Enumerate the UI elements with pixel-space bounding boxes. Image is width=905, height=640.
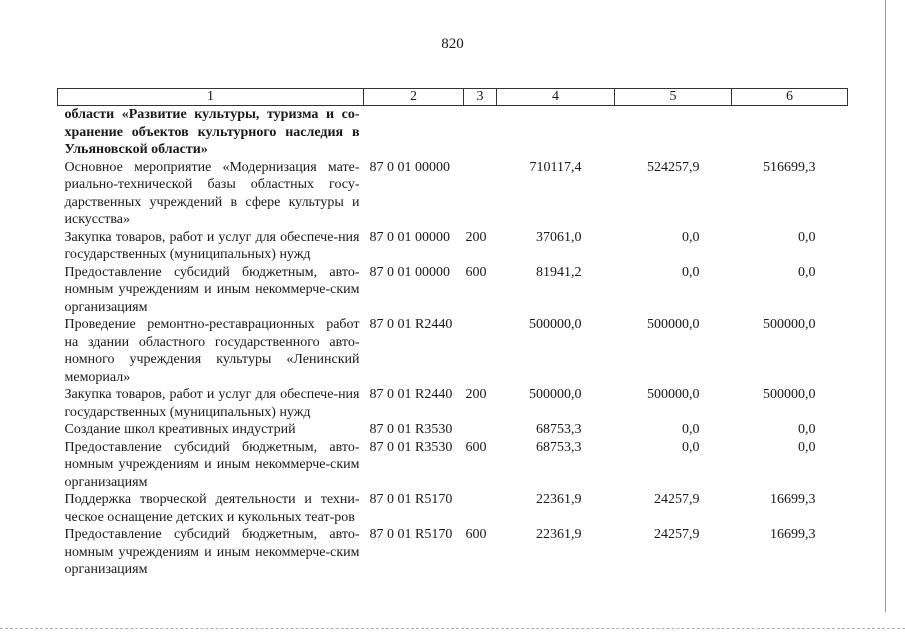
table-row: [58, 106, 848, 159]
row-amount-1: 710117,4: [529, 159, 582, 175]
row-vr-code: [464, 491, 497, 526]
row-amount-1: 500000,0: [529, 387, 582, 402]
row-csr-code: 87 0 01 R5170: [369, 492, 453, 507]
row-amount-3: 500000,0: [763, 387, 816, 402]
row-vr-code: 200: [465, 387, 487, 402]
row-amount-1: 68753,3: [536, 439, 582, 455]
header-col-1: 1: [58, 89, 364, 106]
row-amount-3: 0,0: [798, 439, 816, 455]
row-vr-code: 600: [465, 527, 487, 542]
row-name: Предоставление субсидий бюджетным, авто-номным учреждениям и иным некоммерче-ским организациям: [64, 527, 360, 577]
row-amount-1: 22361,9: [536, 492, 582, 507]
table-row: [58, 159, 848, 229]
row-vr-code: 600: [465, 439, 487, 455]
row-csr-code: 87 0 01 00000: [369, 159, 450, 175]
table-row: [58, 439, 848, 492]
header-col-2: 2: [364, 89, 464, 106]
row-vr-code: 200: [465, 229, 487, 245]
row-csr-code: 87 0 01 R2440: [369, 317, 453, 332]
row-amount-1: 81941,2: [536, 264, 582, 280]
page-edge-line: [885, 0, 886, 612]
row-amount-1: [497, 106, 615, 159]
row-amount-3: 16699,3: [770, 492, 816, 507]
row-amount-3: 16699,3: [770, 527, 816, 542]
row-amount-1: 37061,0: [536, 229, 582, 245]
row-amount-3: [732, 106, 848, 159]
budget-table: [57, 88, 848, 579]
table-header: [58, 89, 848, 106]
row-csr-code: 87 0 01 00000: [369, 229, 450, 245]
row-amount-2: 0,0: [682, 422, 700, 437]
row-name: Основное мероприятие «Модернизация мате-риально-технической базы областных госу-дарственных учреждений в сфере культуры и искусства»: [64, 159, 360, 227]
row-amount-1: 68753,3: [536, 422, 582, 437]
row-amount-3: 500000,0: [763, 317, 816, 332]
row-csr-code: 87 0 01 R5170: [369, 527, 453, 542]
row-name: Поддержка творческой деятельности и техни-ческое оснащение детских и кукольных теат-ров: [64, 492, 360, 525]
row-csr-code: 87 0 01 R3530: [369, 439, 453, 455]
row-amount-2: 524257,9: [647, 159, 700, 175]
row-amount-1: 22361,9: [536, 527, 582, 542]
row-amount-2: 24257,9: [654, 492, 700, 507]
page-bottom-line: [0, 628, 905, 630]
row-name: Проведение ремонтно-реставрационных работ на здании областного государственного авто-номного учреждения культуры «Ленинский мемориал»: [64, 317, 360, 385]
header-col-3: 3: [464, 89, 497, 106]
row-vr-code: 600: [465, 264, 487, 280]
header-row: [58, 89, 848, 106]
row-name: области «Развитие культуры, туризма и со-хранение объектов культурного наследия в Ульяновской области»: [64, 107, 360, 157]
table-row: [58, 491, 848, 526]
table-body: [58, 106, 848, 579]
table-row: [58, 421, 848, 439]
row-amount-1: 500000,0: [529, 317, 582, 332]
table-row: [58, 316, 848, 386]
header-col-5: 5: [615, 89, 732, 106]
table-row: [58, 526, 848, 579]
row-vr-code: [464, 316, 497, 386]
row-amount-2: 0,0: [682, 264, 700, 280]
row-csr-code: 87 0 01 00000: [369, 264, 450, 280]
table-row: [58, 229, 848, 264]
table-row: [58, 264, 848, 317]
row-name: Закупка товаров, работ и услуг для обеспече-ния государственных (муниципальных) нужд: [64, 229, 360, 262]
row-csr-code: 87 0 01 R3530: [369, 422, 453, 437]
header-col-4: 4: [497, 89, 615, 106]
row-vr-code: [464, 421, 497, 439]
row-csr-code: 87 0 01 R2440: [369, 387, 453, 402]
row-amount-3: 516699,3: [763, 159, 816, 175]
row-name: Предоставление субсидий бюджетным, авто-номным учреждениям и иным некоммерче-ским организациям: [64, 264, 360, 315]
header-col-6: 6: [732, 89, 848, 106]
row-amount-2: 500000,0: [647, 387, 700, 402]
row-csr-code: [364, 106, 464, 159]
row-name: Закупка товаров, работ и услуг для обеспече-ния государственных (муниципальных) нужд: [64, 387, 360, 420]
table-row: [58, 386, 848, 421]
row-name: Предоставление субсидий бюджетным, авто-номным учреждениям и иным некоммерче-ским организациям: [64, 439, 360, 490]
row-amount-3: 0,0: [798, 264, 816, 280]
row-name: Создание школ креативных индустрий: [64, 422, 296, 437]
page-number: 820: [441, 36, 464, 52]
row-amount-3: 0,0: [798, 422, 816, 437]
row-amount-2: 500000,0: [647, 317, 700, 332]
row-vr-code: [464, 159, 497, 229]
row-amount-2: 24257,9: [654, 527, 700, 542]
row-vr-code: [464, 106, 497, 159]
row-amount-2: 0,0: [682, 229, 700, 245]
row-amount-2: 0,0: [682, 439, 700, 455]
row-amount-2: [615, 106, 732, 159]
row-amount-3: 0,0: [798, 229, 816, 245]
